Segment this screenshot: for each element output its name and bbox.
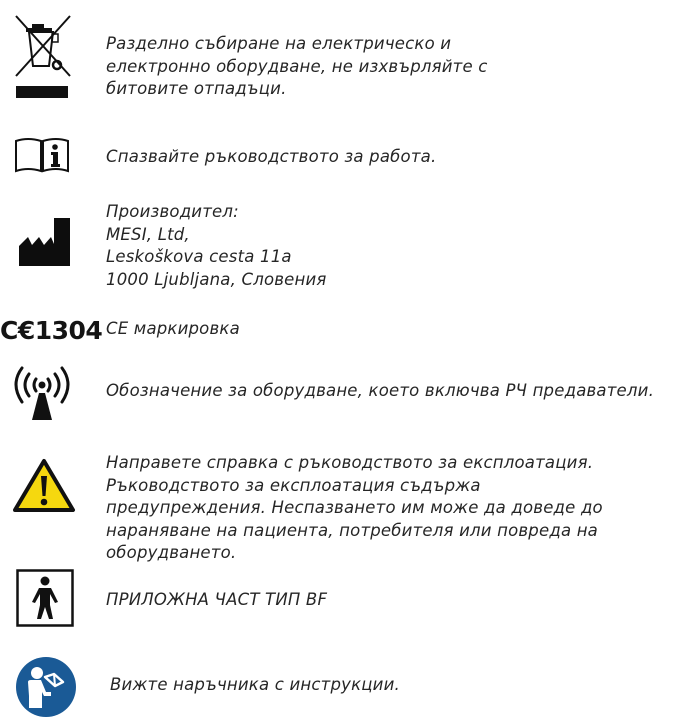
weee-crossed-bin-icon xyxy=(12,14,72,102)
type-bf-applied-part-icon xyxy=(16,569,74,627)
non-ionizing-radiation-icon xyxy=(10,362,74,422)
manufacturer-factory-icon xyxy=(18,218,72,266)
weee-description: Разделно събиране на електрическо и електронно оборудване, не изхвърляйте с битовите отпадъци. xyxy=(106,34,488,98)
type-bf-description: ПРИЛОЖНА ЧАСТ ТИП BF xyxy=(106,590,328,609)
instructions-description: Спазвайте ръководството за работа. xyxy=(106,147,437,166)
symbol-row-ce xyxy=(0,316,700,346)
read-manual-description: Вижте наръчника с инструкции. xyxy=(110,675,400,694)
read-manual-mandatory-icon xyxy=(15,656,77,718)
consult-instructions-icon xyxy=(14,137,70,173)
warning-triangle-icon xyxy=(12,458,76,514)
rf-description: Обозначение за оборудване, което включва РЧ предаватели. xyxy=(106,381,655,400)
manufacturer-description: Производител: MESI, Ltd, Leskoškova cesta 11a 1000 Ljubljana, Словения xyxy=(106,202,327,289)
ce-mark-icon: C€1304 xyxy=(0,316,103,345)
ce-description: CE маркировка xyxy=(106,319,240,338)
warning-description: Направете справка с ръководството за експлоатация. Ръководството за експлоатация съдържа предупреждения. Неспазването им може да доведе до нараняване на пациента, потребителя или повреда на оборудването. xyxy=(106,453,603,562)
